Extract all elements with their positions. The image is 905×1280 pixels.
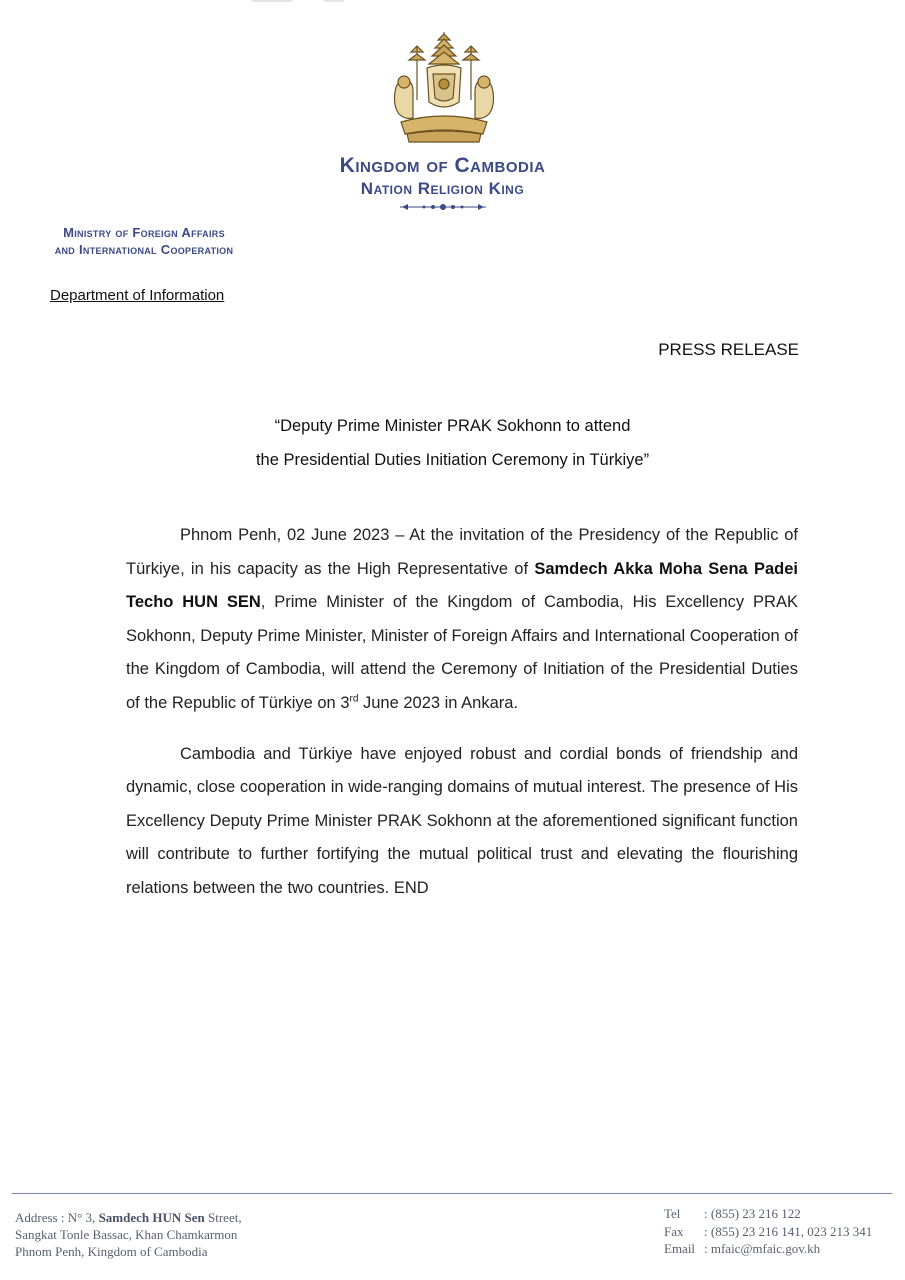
p1-text-a: Phnom Penh, 02 June 2023 – At the invitation of the Presidency of the Republic of Türkiye, in his capacity as the High Representative of <box>126 526 798 578</box>
headline-line-1: “Deputy Prime Minister PRAK Sokhonn to attend <box>274 417 631 435</box>
royal-arms-emblem-icon <box>383 30 505 145</box>
footer-divider <box>12 1193 892 1194</box>
ministry-line-2: and International Cooperation <box>54 242 234 257</box>
address-label: Address : N° 3, <box>15 1210 99 1225</box>
email-label: Email <box>664 1241 696 1256</box>
address-street-rest: Street, <box>204 1210 242 1225</box>
ministry-line-1: Ministry of Foreign Affairs <box>63 225 225 240</box>
tel-label: Tel <box>664 1206 681 1221</box>
footer-contacts <box>664 1205 872 1258</box>
p1-ordinal-suffix: rd <box>349 693 359 705</box>
fax-value: : (855) 23 216 141, 023 213 341 <box>704 1223 873 1239</box>
address-line-3: Phnom Penh, Kingdom of Cambodia <box>15 1244 208 1259</box>
kingdom-title: Kingdom of Cambodia <box>339 154 546 177</box>
press-body <box>126 519 798 923</box>
fax-label: Fax <box>664 1223 684 1239</box>
kingdom-motto: Nation Religion King <box>360 179 525 198</box>
body-paragraph-2: Cambodia and Türkiye have enjoyed robust and cordial bonds of friendship and dynamic, close cooperation in wide-ranging domains of mutual interest. The presence of His Excellency Deputy Prime Minister PRAK Sokhonn at the aforementioned significant function will contribute to further fortifying the mutual political trust and elevating the flourishing relations between the two countries. END <box>126 744 798 897</box>
scan-smudge <box>252 0 348 4</box>
p1-text-b: , Prime Minister of the Kingdom of Cambodia, His Excellency PRAK Sokhonn, Deputy Prime Minister, Minister of Foreign Affairs and International Cooperation of the Kingdom of Cambodia, will attend the Ceremony of Initiation of the Presidential Duties of the Republic of Türkiye on 3 <box>126 593 798 712</box>
body-paragraph-1 <box>126 519 798 721</box>
department-name: Department of Information <box>50 287 225 304</box>
ornament-divider-icon <box>398 200 488 214</box>
contact-tel <box>664 1205 872 1223</box>
headline-line-2: the Presidential Duties Initiation Ceremony in Türkiye” <box>255 451 650 469</box>
release-type-heading: PRESS RELEASE <box>658 340 799 359</box>
contact-fax <box>664 1223 872 1241</box>
address-street-bold: Samdech HUN Sen <box>98 1210 205 1225</box>
address-line-2: Sangkat Tonle Bassac, Khan Chamkarmon <box>15 1227 238 1242</box>
p1-text-c: June 2023 in Ankara. <box>358 693 519 712</box>
address-line-1 <box>15 1209 242 1226</box>
ministry-name <box>10 224 278 258</box>
contact-email <box>664 1240 872 1258</box>
footer-address <box>15 1209 242 1260</box>
tel-value: : (855) 23 216 122 <box>704 1206 801 1221</box>
p1-bold-name: Samdech Akka Moha Sena Padei Techo HUN SEN <box>126 559 798 612</box>
email-value: : mfaic@mfaic.gov.kh <box>704 1241 821 1256</box>
press-headline <box>0 409 905 477</box>
